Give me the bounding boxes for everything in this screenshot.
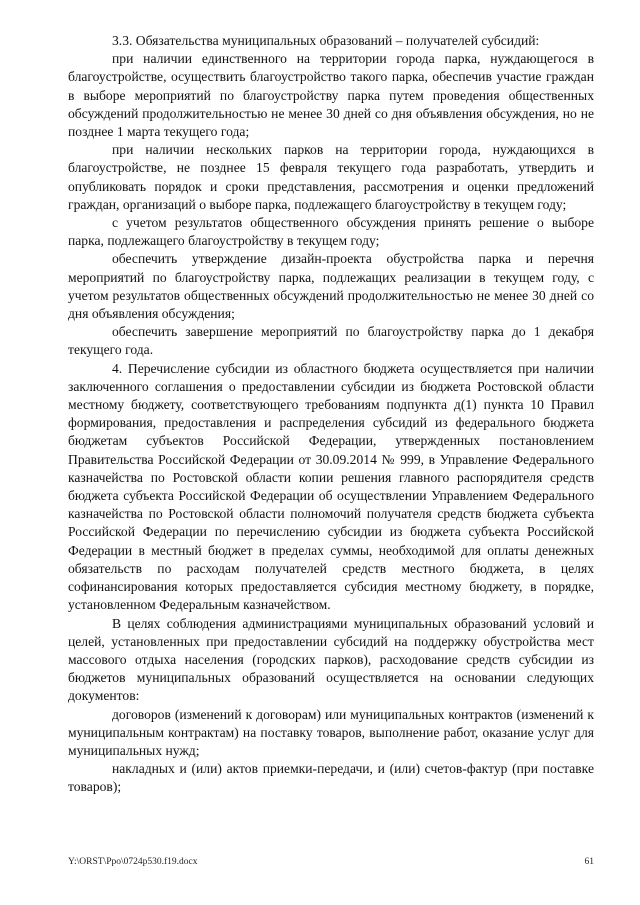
footer-file-path: Y:\ORST\Ppo\0724p530.f19.docx bbox=[68, 857, 198, 867]
page-number: 61 bbox=[584, 857, 594, 867]
document-body bbox=[68, 32, 594, 797]
paragraph-public-discussion: с учетом результатов общественного обсуждения принять решение о выборе парка, подлежащего благоустройству в текущем году; bbox=[68, 215, 594, 249]
section-4-paragraph: 4. Перечисление субсидии из областного бюджета осуществляется при наличии заключенного соглашения о предоставлении субсидии из бюджета Ростовской области местному бюджету, соответствующего требованиям подпункта д(1) пункта 10 Правил формирования, предоставления и распределения субсидий из федерального бюджета бюджетам субъектов Российской Федерации, утвержденных постановлением Правительства Российской Федерации от 30.09.2014 № 999, в Управление Федерального казначейства по Ростовской области копии решения главного распорядителя средств бюджета субъекта Российской Федерации об осуществлении Управлением Федерального казначейства по Ростовской области полномочий получателя средств бюджета субъекта Российской Федерации по перечислению субсидии из бюджета субъекта Российской Федерации в местный бюджет в пределах суммы, необходимой для оплаты денежных обязательств по расходам получателей средств местного бюджета, в целях софинансирования которых предоставляется субсидия местному бюджету, в порядке, установленном Федеральным казначейством. bbox=[68, 360, 594, 613]
section-3-3-heading: 3.3. Обязательства муниципальных образований – получателей субсидий: bbox=[112, 33, 540, 48]
paragraph-invoices: накладных и (или) актов приемки-передачи, и (или) счетов-фактур (при поставке товаров); bbox=[68, 761, 594, 795]
paragraph-contracts: договоров (изменений к договорам) или муниципальных контрактов (изменений к муниципальным контрактам) на поставку товаров, выполнение работ, оказание услуг для муниципальных нужд; bbox=[68, 706, 594, 758]
paragraph-completion-deadline: обеспечить завершение мероприятий по благоустройству парка до 1 декабря текущего года. bbox=[68, 324, 594, 358]
paragraph-design-project: обеспечить утверждение дизайн-проекта обустройства парка и перечня мероприятий по благоустройству парка, подлежащих реализации в текущем году, с учетом результатов общественных обсуждений продолжительностью не менее 30 дней со дня объявления обсуждения; bbox=[68, 251, 594, 322]
paragraph-single-park: при наличии единственного на территории города парка, нуждающегося в благоустройстве, осуществить благоустройство такого парка, обеспечив участие граждан в выборе мероприятий по благоустройству парка путем проведения общественных обсуждений продолжительностью не менее 30 дней со дня объявления обсуждения, но не позднее 1 марта текущего года; bbox=[68, 51, 594, 140]
paragraph-spending-conditions: В целях соблюдения администрациями муниципальных образований условий и целей, установленных при предоставлении субсидий на поддержку обустройства мест массового отдыха населения (городских парков), расходование средств субсидии из бюджетов муниципальных образований осуществляется на основании следующих документов: bbox=[68, 615, 594, 704]
paragraph-multiple-parks: при наличии нескольких парков на территории города, нуждающихся в благоустройстве, не позднее 15 февраля текущего года разработать, утвердить и опубликовать порядок и сроки представления, рассмотрения и оценки предложений граждан, организаций о выборе парка, подлежащего благоустройству в текущем году; bbox=[68, 142, 594, 212]
